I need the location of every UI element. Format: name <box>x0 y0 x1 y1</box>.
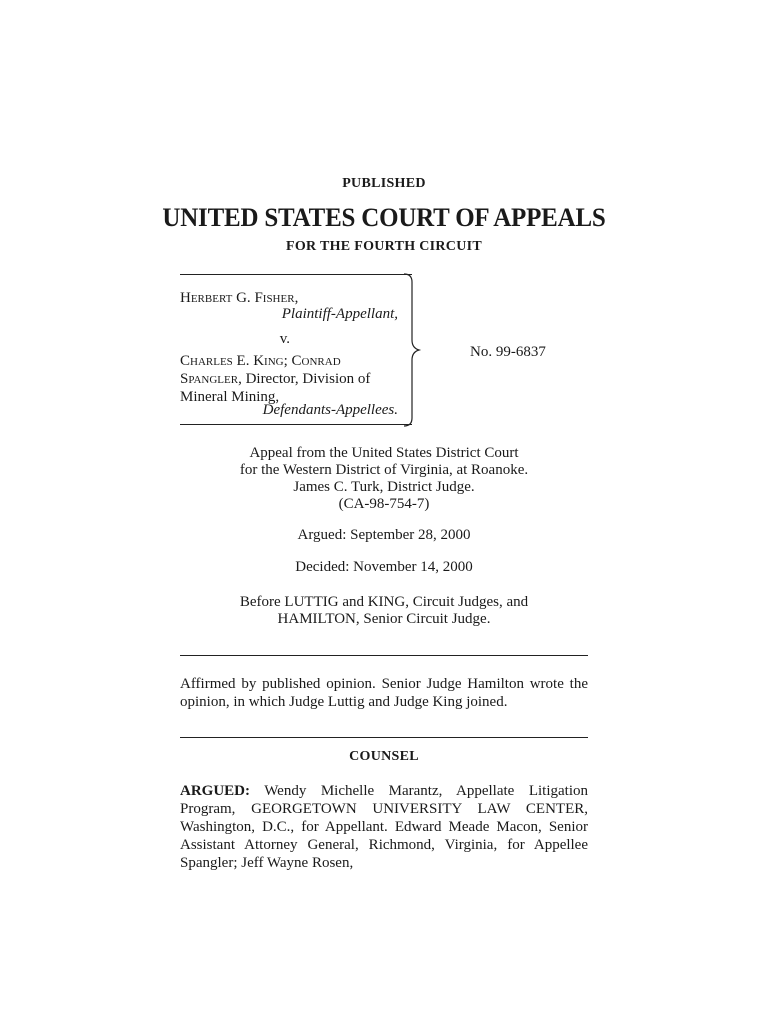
plaintiff-role: Plaintiff-Appellant, <box>281 306 398 322</box>
docket-number: No. 99-6837 <box>470 344 546 360</box>
plaintiff-mid: G. <box>232 290 255 306</box>
argued-date: Argued: September 28, 2000 <box>297 527 471 543</box>
disposition-text: Affirmed by published opinion. Senior Judge Hamilton wrote the opinion, in which Judge Luttig and Judge King joined. <box>180 676 588 710</box>
panel-judges <box>0 594 768 628</box>
circuit-subtitle: FOR THE FOURTH CIRCUIT <box>285 239 483 254</box>
defendant2-title: , Director, Division of Mineral Mining, <box>180 371 371 405</box>
caption-brace <box>402 272 426 428</box>
defendant1-first: Charles <box>180 353 233 369</box>
appeal-info <box>0 445 768 513</box>
caption-top-rule <box>180 274 412 275</box>
appeal-line-3: James C. Turk, District Judge. <box>293 479 475 495</box>
defendant1-mid: E. <box>232 353 254 369</box>
divider-rule <box>180 655 588 656</box>
caption-bottom-rule <box>180 424 412 425</box>
counsel-heading: COUNSEL <box>349 749 419 764</box>
plaintiff-first: Herbert <box>180 290 233 306</box>
plaintiff-last: Fisher <box>254 290 295 306</box>
defendant1-last: King <box>253 353 284 369</box>
defendant-separator: ; <box>283 353 292 369</box>
panel-line-2: HAMILTON, Senior Circuit Judge. <box>277 611 491 627</box>
published-label: PUBLISHED <box>342 176 426 191</box>
appeal-line-1: Appeal from the United States District Court <box>249 445 519 461</box>
defendant-role: Defendants-Appellees. <box>262 402 398 418</box>
panel-line-1: Before LUTTIG and KING, Circuit Judges, and <box>239 594 529 610</box>
court-title: UNITED STATES COURT OF APPEALS <box>162 203 606 232</box>
plaintiff-tail: , <box>294 290 299 306</box>
appeal-line-2: for the Western District of Virginia, at Roanoke. <box>239 462 529 478</box>
divider-rule <box>180 737 588 738</box>
counsel-body: Wendy Michelle Marantz, Appellate Litigation Program, GEORGETOWN UNIVERSITY LAW CENTER, Washington, D.C., for Appellant. Edward Meade Macon, Senior Assistant Attorney General, Richmond, Virginia, for Appellee Spangler; Jeff Wayne Rosen, <box>180 783 588 871</box>
defendant2-first: Conrad <box>291 353 341 369</box>
decided-date: Decided: November 14, 2000 <box>295 559 473 575</box>
argued-label: ARGUED: <box>180 783 250 799</box>
defendant2-last: Spangler <box>180 371 239 387</box>
versus-label: v. <box>279 331 290 347</box>
appeal-line-4: (CA-98-754-7) <box>338 496 430 512</box>
counsel-text <box>180 782 588 872</box>
defendants-names <box>180 352 390 406</box>
